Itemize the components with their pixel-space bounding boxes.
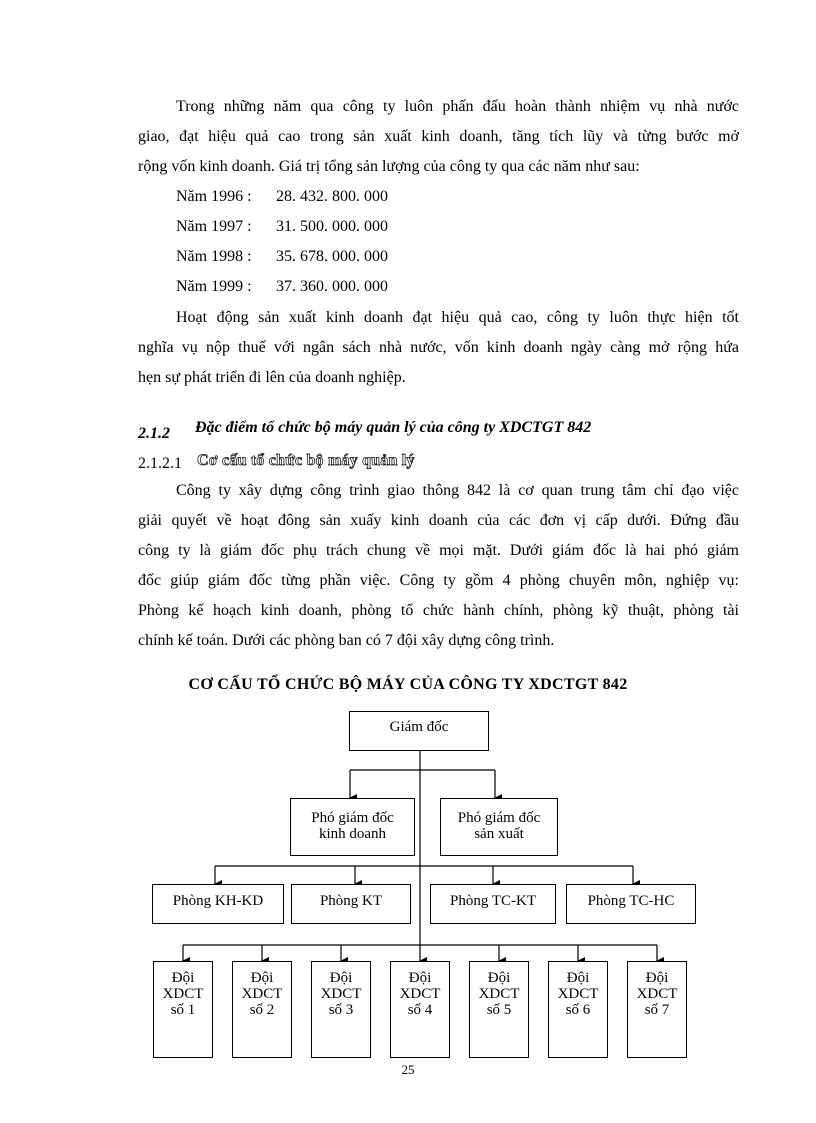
para3-line-1: Công ty xây dựng công trình giao thông 842 là cơ quan trung tâm chỉ đạo việc: [176, 482, 739, 499]
team-box-3: [311, 961, 371, 1058]
para3-line-3: công ty là giám đốc phụ trách chung về mọi mặt. Dưới giám đốc là hai phó giám: [138, 542, 739, 559]
year-value-1996: 28. 432. 800. 000: [276, 188, 388, 205]
director-box: [349, 711, 489, 751]
team-box-7: [627, 961, 687, 1058]
para3-line-6: chính kế toán. Dưới các phòng ban có 7 đội xây dựng công trình.: [138, 632, 555, 649]
team-line1: Đội: [566, 970, 590, 986]
team-box-1: [153, 961, 213, 1058]
page-number: 25: [401, 1062, 415, 1077]
team-line1: Đội: [645, 970, 669, 986]
para1-line-2: giao, đạt hiệu quả cao trong sản xuất kinh doanh, tăng tích lũy và từng bước mở: [138, 128, 739, 145]
para1-line-3: rộng vốn kinh doanh. Giá trị tổng sản lượng của công ty qua các năm như sau:: [138, 158, 640, 175]
department-box-tc-hc: [566, 884, 696, 924]
department-label: Phòng KH-KD: [172, 893, 264, 909]
deputy-business-box: [290, 798, 415, 856]
year-label-1999: Năm 1999 :: [176, 278, 252, 295]
year-label-1996: Năm 1996 :: [176, 188, 252, 205]
deputy-production-box: [440, 798, 558, 856]
team-line1: Đội: [329, 970, 353, 986]
year-value-1998: 35. 678. 000. 000: [276, 248, 388, 265]
para3-line-4: đốc giúp giám đốc từng phần việc. Công ty gồm 4 phòng chuyên môn, nghiệp vụ:: [138, 572, 739, 589]
para3-line-2: giải quyết về hoạt đông sản xuấy kinh doanh của các đơn vị cấp dưới. Đứng đầu: [138, 512, 739, 529]
para3-line-5: Phòng kế hoạch kinh doanh, phòng tổ chức hành chính, phòng kỹ thuật, phòng tài: [138, 602, 739, 619]
department-box-tc-kt: [430, 884, 556, 924]
director-label: Giám đốc: [389, 719, 449, 735]
team-line3: số 6: [565, 1002, 591, 1018]
team-line2: XDCT: [478, 986, 520, 1002]
team-line2: XDCT: [399, 986, 441, 1002]
team-line1: Đội: [487, 970, 511, 986]
team-line2: XDCT: [636, 986, 678, 1002]
section-number: 2.1.2: [138, 425, 170, 442]
team-line1: Đội: [250, 970, 274, 986]
para2-line-3: hẹn sự phát triển đi lên của doanh nghiệp.: [138, 369, 406, 386]
year-value-1997: 31. 500. 000. 000: [276, 218, 388, 235]
team-box-5: [469, 961, 529, 1058]
team-line3: số 5: [486, 1002, 512, 1018]
team-line3: số 4: [407, 1002, 433, 1018]
team-line1: Đội: [408, 970, 432, 986]
subsection-number: 2.1.2.1: [138, 455, 182, 472]
team-box-6: [548, 961, 608, 1058]
department-box-kt: [291, 884, 411, 924]
department-label: Phòng KT: [319, 893, 383, 909]
para2-line-1: Hoạt động sản xuất kinh doanh đạt hiệu quả cao, công ty luôn thực hiện tốt: [176, 309, 739, 326]
deputy-production-line1: Phó giám đốc: [457, 810, 541, 826]
subsection-title: Cơ cấu tổ chức bộ máy quản lý: [197, 452, 415, 469]
para2-line-2: nghĩa vụ nộp thuế với ngân sách nhà nước, vốn kinh doanh ngày càng mở rộng hứa: [138, 339, 739, 356]
deputy-production-line2: sản xuất: [474, 826, 524, 842]
year-value-1999: 37. 360. 000. 000: [276, 278, 388, 295]
department-label: Phòng TC-KT: [450, 893, 536, 909]
section-title: Đặc điểm tổ chức bộ máy quản lý của công ty XDCTGT 842: [195, 419, 592, 436]
team-box-4: [390, 961, 450, 1058]
deputy-business-line1: Phó giám đốc: [311, 810, 394, 826]
org-chart-title: CƠ CẤU TỔ CHỨC BỘ MÁY CỦA CÔNG TY XDCTGT 842: [188, 676, 628, 693]
team-line3: số 7: [644, 1002, 670, 1018]
team-line2: XDCT: [557, 986, 599, 1002]
team-line2: XDCT: [162, 986, 204, 1002]
department-label: Phòng TC-HC: [587, 893, 675, 909]
year-label-1998: Năm 1998 :: [176, 248, 252, 265]
para1-line-1: Trong những năm qua công ty luôn phấn đấu hoàn thành nhiệm vụ nhà nước: [176, 98, 739, 115]
team-box-2: [232, 961, 292, 1058]
team-line3: số 1: [170, 1002, 196, 1018]
team-line3: số 2: [249, 1002, 275, 1018]
year-label-1997: Năm 1997 :: [176, 218, 252, 235]
department-box-kh-kd: [152, 884, 284, 924]
deputy-business-line2: kinh doanh: [318, 826, 387, 842]
team-line1: Đội: [171, 970, 195, 986]
team-line2: XDCT: [241, 986, 283, 1002]
team-line2: XDCT: [320, 986, 362, 1002]
team-line3: số 3: [328, 1002, 354, 1018]
